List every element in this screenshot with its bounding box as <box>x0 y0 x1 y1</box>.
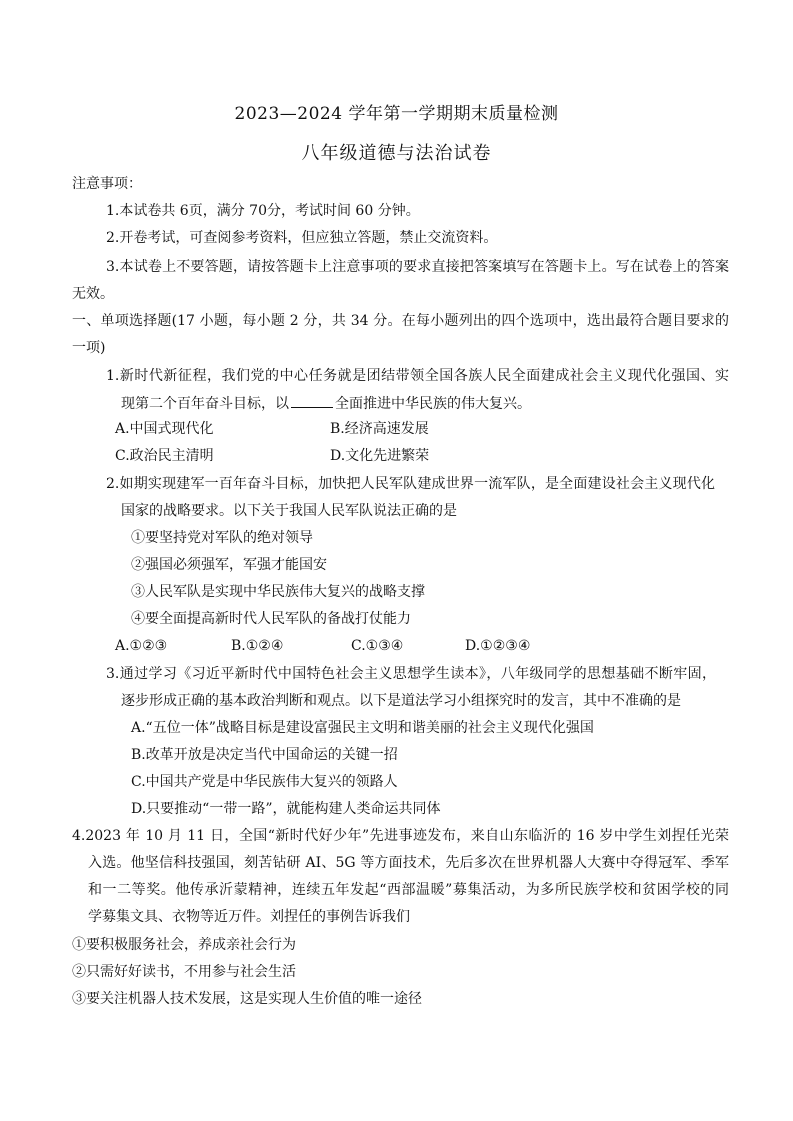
question-2-option-c: C.①③④ <box>351 638 404 654</box>
question-1-option-c: C.政治民主清明 <box>115 448 214 464</box>
question-1-stem-after: 全面推进中华民族的伟大复兴。 <box>335 396 531 412</box>
notice-heading: 注意事项： <box>72 176 142 192</box>
question-2-option-d: D.①②③④ <box>465 638 531 654</box>
question-2-option-a: A.①②③ <box>115 638 168 654</box>
question-4-stem: 4.2023 年 10 月 11 日，全国“新时代好少年”先进事迹发布，来自山东临沂的 16 岁中学生刘捏任光荣 <box>72 828 729 844</box>
notice-item-3: 3.本试卷上不要答题，请按答题卡上注意事项的要求直接把答案填写在答题卡上。写在试卷上的答案 <box>106 259 729 275</box>
question-3-option-c: C.中国共产党是中华民族伟大复兴的领路人 <box>131 774 398 790</box>
question-2-stem: 2.如期实现建军一百年奋斗目标，加快把人民军队建成世界一流军队，是全面建设社会主义现代化 <box>106 476 715 492</box>
question-1-option-a: A.中国式现代化 <box>115 421 214 437</box>
question-3-option-d: D.只要推动“一带一路”，就能构建人类命运共同体 <box>131 801 441 817</box>
question-1-stem-cont <box>121 393 531 414</box>
question-2-stem-cont: 国家的战略要求。以下关于我国人民军队说法正确的是 <box>121 503 457 519</box>
question-3-option-a: A.“五位一体”战略目标是建设富强民主文明和谐美丽的社会主义现代化强国 <box>131 720 594 736</box>
question-2-statement-4: ④要全面提高新时代人民军队的备战打仗能力 <box>131 611 411 627</box>
question-4-statement-2: ②只需好好读书，不用参与社会生活 <box>72 964 296 980</box>
question-4-stem-cont-2: 和一二等奖。他传承沂蒙精神，连续五年发起“西部温暖”募集活动，为多所民族学校和贫困学校的同 <box>88 882 729 898</box>
section1-heading-cont: 一项) <box>72 340 106 356</box>
question-1-stem: 1.新时代新征程，我们党的中心任务就是团结带领全国各族人民全面建成社会主义现代化强国、实 <box>106 368 729 384</box>
notice-item-3-cont: 无效。 <box>72 286 114 302</box>
question-4-statement-1: ①要积极服务社会，养成亲社会行为 <box>72 937 296 953</box>
question-3-stem-cont: 逐步形成正确的基本政治判断和观点。以下是道法学习小组探究时的发言，其中不准确的是 <box>121 693 681 709</box>
question-4-stem-cont-1: 入选。他坚信科技强国，刻苦钻研 AI、5G 等方面技术，先后多次在世界机器人大赛中夺得冠军、季军 <box>88 855 729 871</box>
question-4-statement-3: ③要关注机器人技术发展，这是实现人生价值的唯一途径 <box>72 991 422 1007</box>
question-2-statement-3: ③人民军队是实现中华民族伟大复兴的战略支撑 <box>131 584 425 600</box>
question-1-option-b: B.经济高速发展 <box>330 421 429 437</box>
exam-subtitle: 八年级道德与法治试卷 <box>301 143 492 164</box>
notice-item-1: 1.本试卷共 6页，满分 70分，考试时间 60 分钟。 <box>106 203 420 219</box>
question-2-statement-2: ②强国必须强军，军强才能国安 <box>131 557 327 573</box>
question-1-stem-before: 现第二个百年奋斗目标，以 <box>121 396 289 412</box>
question-3-stem: 3.通过学习《习近平新时代中国特色社会主义思想学生读本》，八年级同学的思想基础不断牢固， <box>106 666 716 682</box>
question-1-option-d: D.文化先进繁荣 <box>330 448 430 464</box>
section1-heading: 一、单项选择题(17 小题，每小题 2 分，共 34 分。在每小题列出的四个选项中，选出最符合题目要求的 <box>72 313 729 329</box>
question-2-option-b: B.①②④ <box>231 638 284 654</box>
question-3-option-b: B.改革开放是决定当代中国命运的关键一招 <box>131 747 398 763</box>
answer-blank <box>291 393 333 408</box>
exam-title: 2023—2024 学年第一学期期末质量检测 <box>234 104 559 124</box>
notice-item-2: 2.开卷考试，可查阅参考资料，但应独立答题，禁止交流资料。 <box>106 230 498 246</box>
question-2-statement-1: ①要坚持党对军队的绝对领导 <box>131 530 313 546</box>
question-4-stem-cont-3: 学募集文具、衣物等近万件。刘捏任的事例告诉我们 <box>88 909 410 925</box>
